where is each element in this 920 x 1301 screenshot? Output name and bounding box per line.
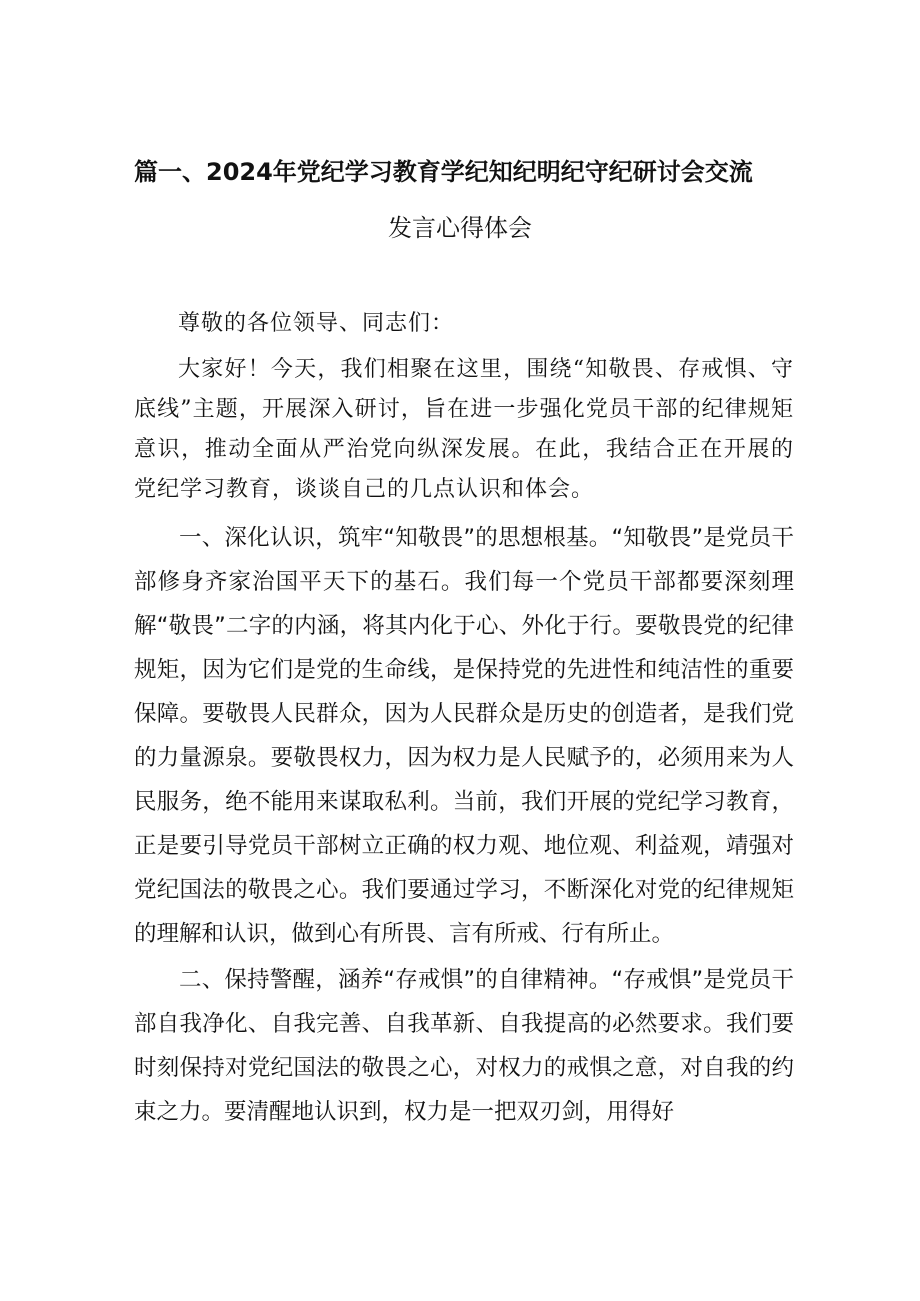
paragraph-section-2: 二、保持警醒，涵养“存戒惧”的自律精神。“存戒惧”是党员干部自我净化、自我完善、自我革新、自我提高的必然要求。我们要时刻保持对党纪国法的敬畏之心，对权力的戒惧之意，对自我的约束之力。要清醒地认识到，权力是一把双刃剑，用得好 (134, 967, 794, 1125)
document-title-line-1: 篇一、2024年党纪学习教育学纪知纪明纪守纪研讨会交流 (134, 158, 753, 186)
document-body (134, 304, 794, 1134)
document-title-line-2: 发言心得体会 (388, 214, 532, 242)
paragraph-intro: 大家好！今天，我们相聚在这里，围绕“知敬畏、存戒惧、守底线”主题，开展深入研讨，旨在进一步强化党员干部的纪律规矩意识，推动全面从严治党向纵深发展。在此，我结合正在开展的党纪学习教育，谈谈自己的几点认识和体会。 (134, 357, 794, 502)
paragraph-section-1: 一、深化认识，筑牢“知敬畏”的思想根基。“知敬畏”是党员干部修身齐家治国平天下的基石。我们每一个党员干部都要深刻理解“敬畏”二字的内涵，将其内化于心、外化于行。要敬畏党的纪律规矩，因为它们是党的生命线，是保持党的先进性和纯洁性的重要保障。要敬畏人民群众，因为人民群众是历史的创造者，是我们党的力量源泉。要敬畏权力，因为权力是人民赋予的，必须用来为人民服务，绝不能用来谋取私利。当前，我们开展的党纪学习教育，正是要引导党员干部树立正确的权力观、地位观、利益观，靖强对党纪国法的敬畏之心。我们要通过学习，不断深化对党的纪律规矩的理解和认识，做到心有所畏、言有所戒、行有所止。 (134, 525, 794, 947)
greeting: 尊敬的各位领导、同志们： (178, 311, 455, 336)
